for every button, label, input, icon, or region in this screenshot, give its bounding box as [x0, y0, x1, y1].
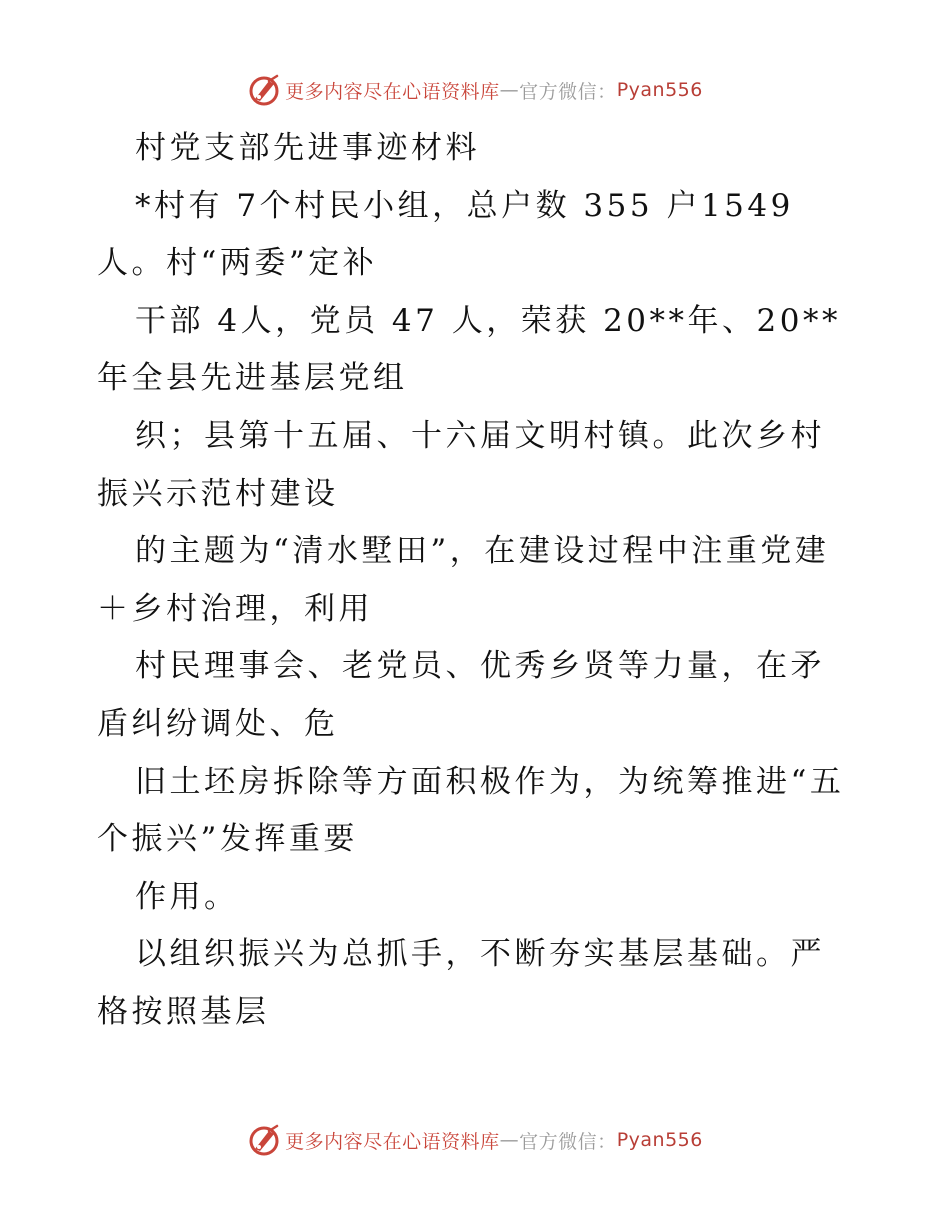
quill-pen-seal-icon	[247, 73, 281, 107]
banner-main-text: 更多内容尽在心语资料库	[285, 1130, 500, 1153]
banner-official-label: 官方微信：	[519, 1130, 617, 1153]
document-paragraph: *村有 7个村民小组，总户数 355 户1549 人。村“两委”定补	[97, 187, 794, 282]
footer-banner	[0, 1120, 950, 1160]
document-paragraph: 旧土坯房拆除等方面积极作为，为统筹推进“五个振兴”发挥重要	[97, 763, 845, 858]
document-paragraph: 村党支部先进事迹材料	[135, 130, 480, 166]
quill-pen-seal-icon	[247, 1123, 281, 1157]
document-paragraph: 的主题为“清水墅田”，在建设过程中注重党建＋乡村治理，利用	[97, 533, 830, 627]
banner-dash: —	[499, 79, 520, 101]
document-paragraph: 干部 4人，党员 47 人，荣获 20**年、20**年全县先进基层党组	[97, 302, 841, 397]
banner-wechat-id: Pyan556	[616, 79, 703, 101]
document-paragraph: 以组织振兴为总抓手，不断夯实基层基础。严格按照基层	[97, 936, 825, 1030]
document-paragraph: 织；县第十五届、十六届文明村镇。此次乡村振兴示范村建设	[97, 417, 825, 512]
banner-official-label: 官方微信：	[519, 80, 617, 103]
document-body	[97, 120, 857, 1042]
banner-dash: —	[499, 1129, 520, 1151]
document-paragraph: 作用。	[135, 878, 239, 915]
header-banner	[0, 70, 950, 110]
banner-wechat-id: Pyan556	[616, 1129, 703, 1151]
document-paragraph: 村民理事会、老党员、优秀乡贤等力量，在矛盾纠纷调处、危	[97, 648, 825, 742]
banner-main-text: 更多内容尽在心语资料库	[285, 80, 500, 103]
